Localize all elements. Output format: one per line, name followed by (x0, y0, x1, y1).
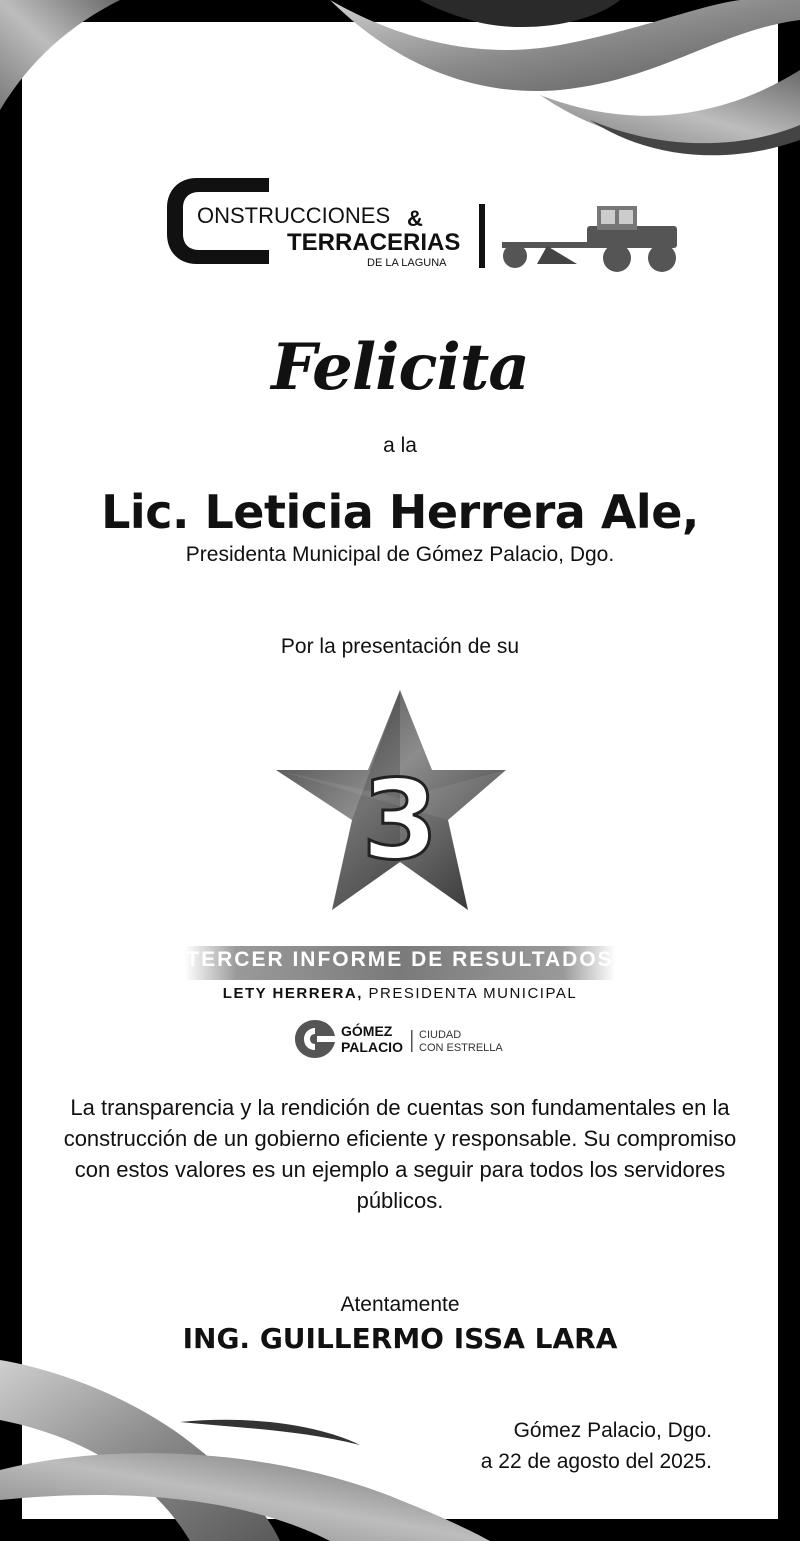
ribbon-bottom-left-a (0, 1360, 280, 1541)
honoree-role: Presidenta Municipal de Gómez Palacio, Dgo. (185, 543, 615, 566)
date-text: a 22 de agosto del 2025. (480, 1450, 712, 1473)
logo-line-laguna: DE LA LAGUNA (367, 257, 447, 269)
gomez-palacio-logo (295, 1016, 515, 1060)
informe-title: TERCER INFORME DE RESULTADOS (186, 948, 614, 971)
gp-tag1: CIUDAD (419, 1029, 462, 1041)
intro-text: Por la presentación de su (280, 635, 520, 658)
signer-name: ING. GUILLERMO ISSA LARA (182, 1322, 618, 1355)
lety-line (0, 985, 800, 1002)
gp-g-icon (295, 1020, 335, 1058)
logo-line-terracerias: TERRACERIAS (287, 229, 461, 256)
star-emblem (270, 688, 530, 918)
informe-number: 3 (361, 756, 439, 884)
closing-text: Atentamente (340, 1293, 460, 1316)
felicita-heading: Felicita (271, 330, 529, 405)
logo-ampersand: & (407, 206, 423, 231)
grader-icon (502, 206, 677, 272)
a-la-text: a la (383, 434, 417, 457)
lety-role: PRESIDENTA MUNICIPAL (362, 985, 578, 1002)
ribbon-top-left (0, 0, 120, 110)
body-paragraph: La transparencia y la rendición de cuentas son fundamentales en la construcción de un gobierno eficiente y responsable. Su compromiso con estos valores es un ejemplo a seguir para todos los servidores públicos. (63, 1095, 737, 1213)
company-logo (157, 166, 697, 276)
place-text: Gómez Palacio, Dgo. (513, 1419, 712, 1442)
gp-tag2: CON ESTRELLA (419, 1042, 503, 1054)
gp-line2: PALACIO (341, 1039, 403, 1055)
lety-name: LETY HERRERA, (222, 985, 363, 1002)
logo-line-construcciones: ONSTRUCCIONES (197, 203, 391, 228)
honoree-name: Lic. Leticia Herrera Ale, (101, 485, 699, 539)
place-date-block (481, 1415, 712, 1477)
ribbon-bottom-left-c (180, 1420, 360, 1445)
gp-line1: GÓMEZ (341, 1023, 393, 1039)
ribbon-top-right-b (420, 0, 620, 27)
